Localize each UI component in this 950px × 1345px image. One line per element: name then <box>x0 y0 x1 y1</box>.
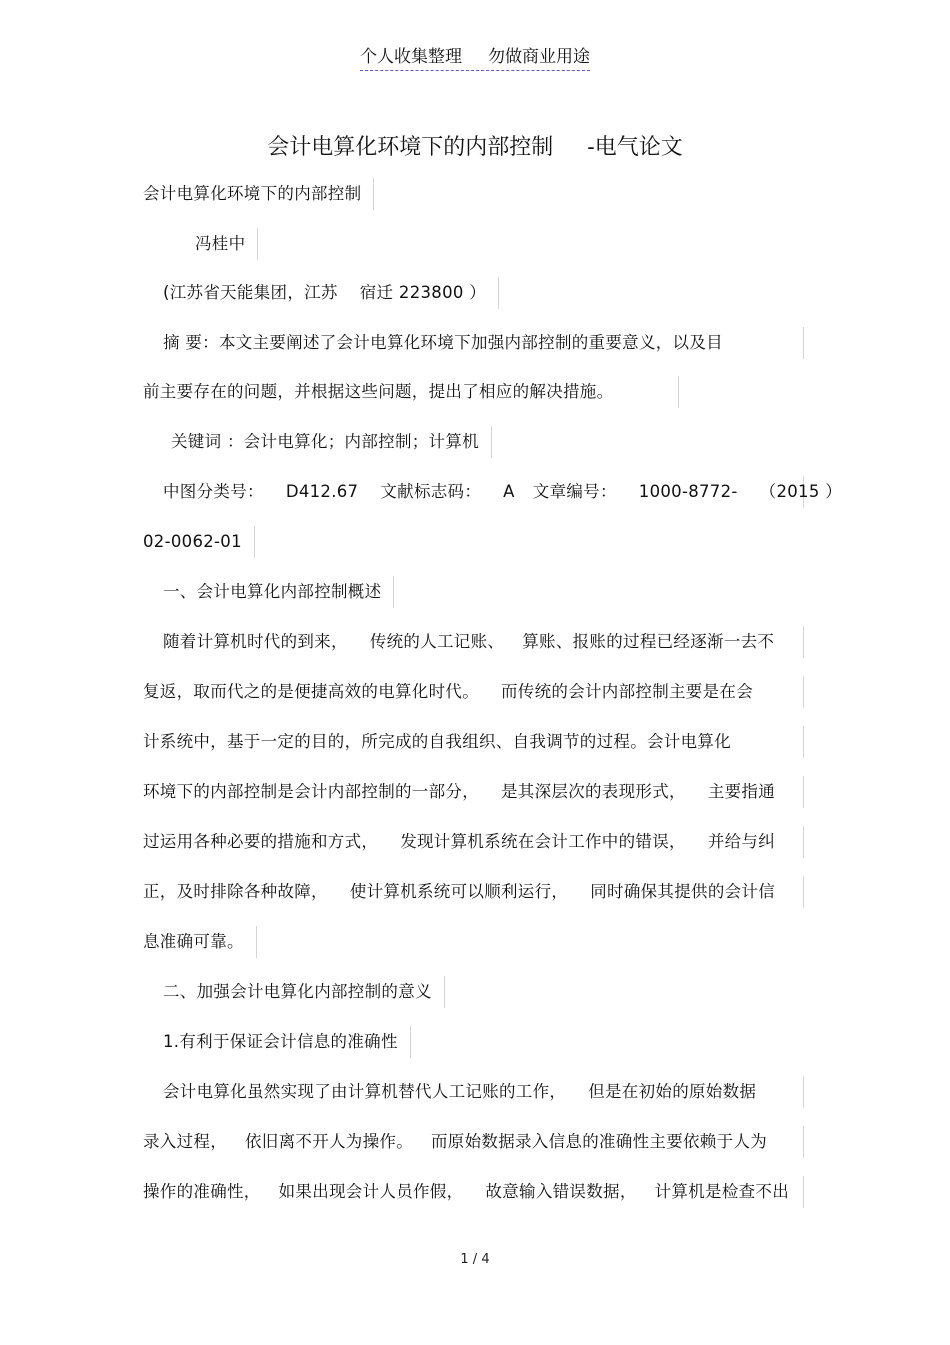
article-number-line: 02-0062-01 <box>143 526 255 558</box>
paragraph-1-line-1: 随着计算机时代的到来， 传统的人工记账、 算账、报账的过程已经逐渐一去不 <box>143 626 804 658</box>
title-main: 会计电算化环境下的内部控制 <box>267 135 554 160</box>
classification-line: 中图分类号： D412.67 文献标志码： A 文章编号： 1000-8772- （2015 ） <box>143 476 804 508</box>
paragraph-1-line-2: 复返，取而代之的是便捷高效的电算化时代。 而传统的会计内部控制主要是在会 <box>143 676 804 708</box>
author-line: 冯桂中 <box>143 228 258 260</box>
abstract-line-1: 摘 要：本文主要阐述了会计电算化环境下加强内部控制的重要意义，以及目 <box>143 327 804 359</box>
paragraph-1-line-4: 环境下的内部控制是会计内部控制的一部分， 是其深层次的表现形式， 主要指通 <box>143 776 804 808</box>
header-text-collect: 个人收集整理 <box>360 47 462 67</box>
section-heading-2: 二、加强会计电算化内部控制的意义 <box>143 976 445 1008</box>
section-heading-1: 一、会计电算化内部控制概述 <box>143 576 394 608</box>
paragraph-2-line-3: 操作的准确性， 如果出现会计人员作假， 故意输入错误数据， 计算机是检查不出 <box>143 1176 804 1208</box>
affiliation-line: (江苏省天能集团，江苏 宿迁 223800 ） <box>143 277 499 309</box>
header-text-noncommercial: 勿做商业用途 <box>488 47 590 67</box>
subsection-heading-1: 1.有利于保证会计信息的准确性 <box>143 1026 411 1058</box>
document-title <box>0 130 950 161</box>
paragraph-1-line-7: 息准确可靠。 <box>143 926 257 958</box>
keywords-line: 关键词 ：会计电算化；内部控制；计算机 <box>143 426 492 458</box>
article-title-line: 会计电算化环境下的内部控制 <box>143 178 374 210</box>
paragraph-1-line-6: 正，及时排除各种故障， 使计算机系统可以顺利运行， 同时确保其提供的会计信 <box>143 876 804 908</box>
page-header <box>0 42 950 71</box>
paragraph-1-line-3: 计系统中，基于一定的目的，所完成的自我组织、自我调节的过程。会计电算化 <box>143 726 804 758</box>
paragraph-2-line-1: 会计电算化虽然实现了由计算机替代人工记账的工作， 但是在初始的原始数据 <box>143 1076 804 1108</box>
paragraph-2-line-2: 录入过程， 依旧离不开人为操作。 而原始数据录入信息的准确性主要依赖于人为 <box>143 1126 804 1158</box>
page-number: 1 / 4 <box>460 1252 490 1267</box>
paragraph-1-line-5: 过运用各种必要的措施和方式， 发现计算机系统在会计工作中的错误， 并给与纠 <box>143 826 804 858</box>
title-suffix: -电气论文 <box>587 135 683 160</box>
abstract-line-2: 前主要存在的问题，并根据这些问题，提出了相应的解决措施。 <box>143 376 679 408</box>
